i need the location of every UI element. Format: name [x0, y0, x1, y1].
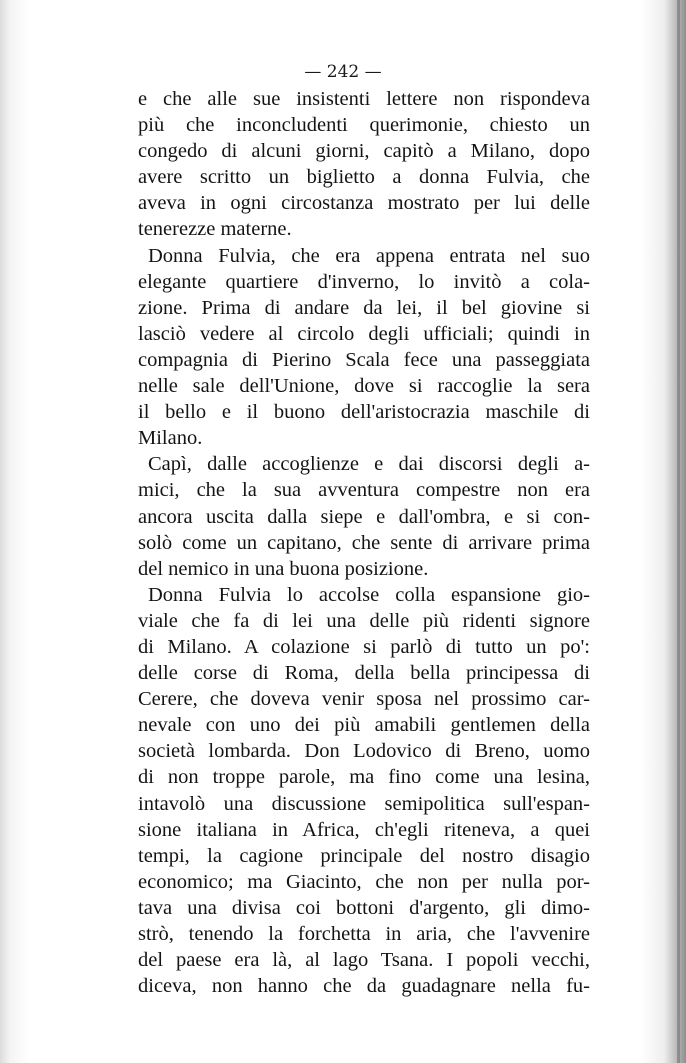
text-line: Capì, dalle accoglienze e dai discorsi degli a-: [148, 453, 590, 476]
text-line: zione. Prima di andare da lei, il bel giovine si: [138, 296, 590, 319]
text-line: più che inconcludenti querimonie, chiesto un: [138, 114, 590, 137]
text-line: congedo di alcuni giorni, capitò a Milano, dopo: [138, 140, 590, 163]
text-line: Milano.: [138, 427, 203, 450]
page-number: — 242 —: [304, 62, 382, 82]
text-line: tava una divisa coi bottoni d'argento, gli dimo-: [138, 896, 590, 919]
text-line: delle corse di Roma, della bella principessa di: [138, 662, 590, 685]
text-line: di non troppe parole, ma fino come una lesina,: [138, 766, 590, 789]
page-binding-edge: [677, 0, 680, 1063]
text-line: solò come un capitano, che sente di arrivare prima: [138, 531, 590, 554]
text-line: aveva in ogni circostanza mostrato per lui delle: [138, 192, 590, 215]
text-line: lasciò vedere al circolo degli ufficiali; quindi in: [138, 322, 590, 345]
text-line: nelle sale dell'Unione, dove si raccoglie la sera: [138, 375, 590, 398]
text-line: economico; ma Giacinto, che non per nulla por-: [138, 870, 590, 893]
text-line: e che alle sue insistenti lettere non rispondeva: [138, 88, 590, 110]
text-line: tempi, la cagione principale del nostro disagio: [138, 844, 590, 867]
text-line: società lombarda. Don Lodovico di Breno, uomo: [138, 740, 590, 763]
text-line: intavolò una discussione semipolitica sull'espan-: [138, 792, 590, 815]
text-line: Donna Fulvia lo accolse colla espansione gio-: [148, 583, 590, 606]
text-line: tenerezze materne.: [138, 218, 292, 241]
text-line: ancora uscita dalla siepe e dall'ombra, e si con-: [138, 505, 590, 528]
text-line: compagnia di Pierino Scala fece una passeggiata: [138, 348, 590, 371]
text-line: il bello e il buono dell'aristocrazia maschile di: [138, 401, 590, 424]
text-line: mici, che la sua avventura compestre non era: [138, 479, 590, 502]
text-line: avere scritto un biglietto a donna Fulvia, che: [138, 166, 590, 189]
text-line: elegante quartiere d'inverno, lo invitò a cola-: [138, 270, 590, 293]
body-text: [138, 86, 590, 999]
text-line: Donna Fulvia, che era appena entrata nel suo: [148, 244, 590, 267]
text-line: del nemico in una buona posizione.: [138, 557, 429, 580]
text-line: viale che fa di lei una delle più ridenti signore: [138, 609, 590, 632]
text-line: del paese era là, al lago Tsana. I popoli vecchi,: [138, 949, 590, 972]
text-line: diceva, non hanno che da guadagnare nella fu-: [138, 975, 590, 998]
text-line: sione italiana in Africa, ch'egli riteneva, a quei: [138, 818, 590, 841]
text-line: strò, tenendo la forchetta in aria, che l'avvenire: [138, 923, 590, 945]
text-line: Cerere, che doveva venir sposa nel prossimo car-: [138, 688, 590, 711]
text-line: nevale con uno dei più amabili gentlemen della: [138, 714, 590, 737]
text-line: di Milano. A colazione si parlò di tutto un po':: [138, 635, 590, 658]
